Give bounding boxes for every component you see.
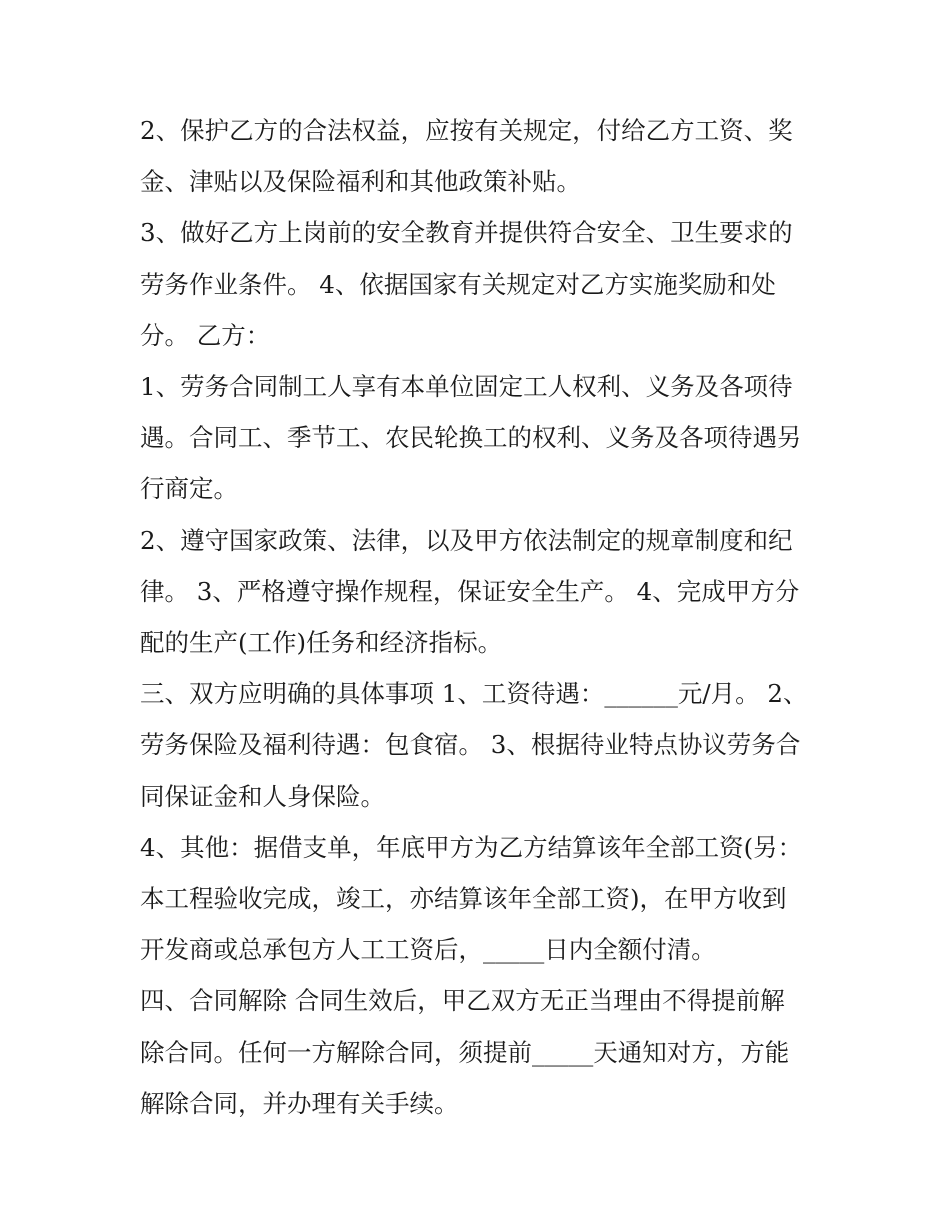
text-line: 三、双方应明确的具体事项 1、工资待遇：______元/月。 2、 (140, 679, 808, 709)
text-line: 律。 3、严格遵守操作规程，保证安全生产。 4、完成甲方分 (140, 576, 800, 606)
text-line: 金、津贴以及保险福利和其他政策补贴。 (140, 167, 581, 197)
text-line: 除合同。任何一方解除合同，须提前_____天通知对方，方能 (140, 1037, 790, 1067)
paragraph-other-terms (140, 822, 815, 976)
document-body (140, 105, 815, 1129)
text-line: 行商定。 (140, 474, 238, 504)
text-line: 同保证金和人身保险。 (140, 781, 385, 811)
text-line: 四、合同解除 合同生效后，甲乙双方无正当理由不得提前解 (140, 986, 785, 1016)
text-line: 2、遵守国家政策、法律，以及甲方依法制定的规章制度和纪 (140, 525, 793, 555)
paragraph-employer-duty-2 (140, 105, 815, 207)
paragraph-section-four-termination (140, 975, 815, 1129)
paragraph-worker-right-1 (140, 361, 815, 515)
text-line: 开发商或总承包方人工工资后，_____日内全额付清。 (140, 935, 716, 965)
text-line: 2、保护乙方的合法权益，应按有关规定，付给乙方工资、奖 (140, 116, 793, 145)
text-line: 解除合同，并办理有关手续。 (140, 1088, 459, 1118)
text-line: 4、其他：据借支单，年底甲方为乙方结算该年全部工资(另： (140, 832, 803, 862)
paragraph-employer-duty-3-4 (140, 207, 815, 361)
text-line: 1、劳务合同制工人享有本单位固定工人权利、义务及各项待 (140, 372, 793, 402)
text-line: 劳务作业条件。 4、依据国家有关规定对乙方实施奖励和处 (140, 269, 776, 299)
text-line: 本工程验收完成，竣工，亦结算该年全部工资)，在甲方收到 (140, 884, 787, 914)
text-line: 遇。合同工、季节工、农民轮换工的权利、义务及各项待遇另 (140, 423, 802, 453)
text-line: 配的生产(工作)任务和经济指标。 (140, 628, 503, 658)
paragraph-section-three-terms (140, 668, 815, 822)
text-line: 3、做好乙方上岗前的安全教育并提供符合安全、卫生要求的 (140, 218, 793, 248)
text-line: 分。 乙方： (140, 320, 271, 350)
paragraph-worker-duty-2-4 (140, 515, 815, 669)
text-line: 劳务保险及福利待遇：包食宿。 3、根据待业特点协议劳务合 (140, 730, 801, 760)
